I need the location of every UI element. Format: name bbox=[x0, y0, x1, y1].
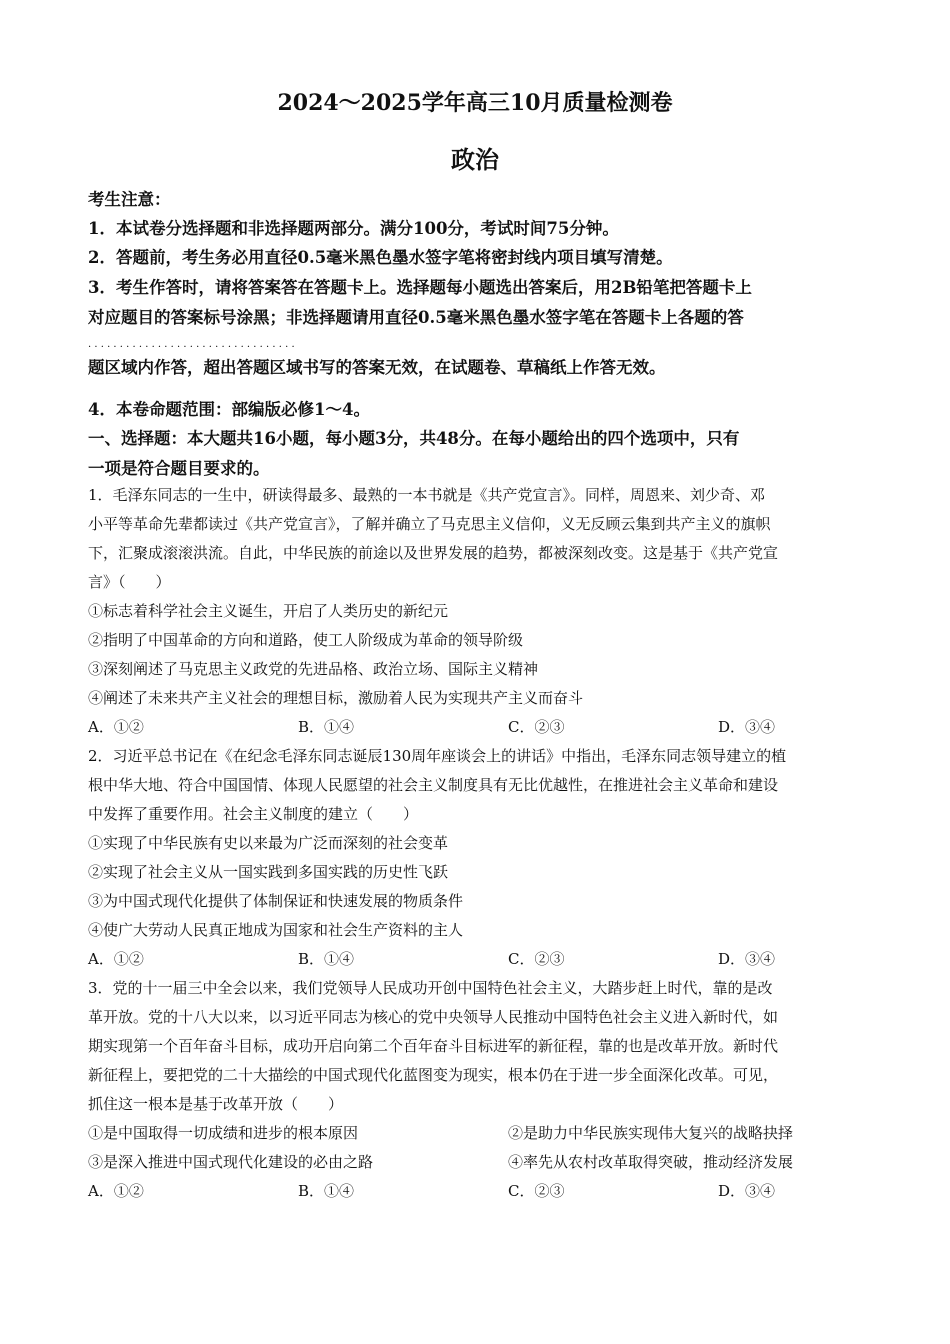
statement: ③为中国式现代化提供了体制保证和快速发展的物质条件 bbox=[88, 892, 464, 910]
statement: ③是深入推进中国式现代化建设的必由之路 bbox=[88, 1153, 374, 1171]
option-a: A．①② bbox=[88, 718, 144, 736]
option-b: B．①④ bbox=[298, 718, 355, 736]
statement: ②指明了中国革命的方向和道路，使工人阶级成为革命的领导阶级 bbox=[88, 631, 524, 649]
question-stem: 3．党的十一届三中全会以来，我们党领导人民成功开创中国特色社会主义，大踏步赶上时代，靠的是改 bbox=[88, 979, 773, 997]
statement: ②实现了社会主义从一国实践到多国实践的历史性飞跃 bbox=[88, 863, 449, 881]
option-a: A．①② bbox=[88, 1182, 144, 1200]
question-stem: 期实现第一个百年奋斗目标，成功开启向第二个百年奋斗目标进军的新征程，靠的也是改革开放。新时代 bbox=[88, 1037, 779, 1055]
statement: ①标志着科学社会主义诞生，开启了人类历史的新纪元 bbox=[88, 602, 449, 620]
option-d: D．③④ bbox=[718, 950, 776, 968]
question-stem: 中发挥了重要作用。社会主义制度的建立（ ） bbox=[88, 805, 419, 823]
option-d: D．③④ bbox=[718, 1182, 776, 1200]
statement: ③深刻阐述了马克思主义政党的先进品格、政治立场、国际主义精神 bbox=[88, 660, 539, 678]
notice-item: 题区域内作答，超出答题区域书写的答案无效，在试题卷、草稿纸上作答无效。 bbox=[88, 358, 666, 377]
question-stem: 革开放。党的十八大以来，以习近平同志为核心的党中央领导人民推动中国特色社会主义进入新时代，如 bbox=[88, 1008, 779, 1026]
statement: ①是中国取得一切成绩和进步的根本原因 bbox=[88, 1124, 359, 1142]
subject-title: 政治 bbox=[451, 145, 499, 174]
option-c: C．②③ bbox=[508, 1182, 565, 1200]
statement: ④阐述了未来共产主义社会的理想目标，激励着人民为实现共产主义而奋斗 bbox=[88, 689, 584, 707]
question-stem: 抓住这一根本是基于改革开放（ ） bbox=[88, 1095, 344, 1113]
option-b: B．①④ bbox=[298, 1182, 355, 1200]
question-stem: 新征程上，要把党的二十大描绘的中国式现代化蓝图变为现实，根本仍在于进一步全面深化改革。可见， bbox=[88, 1066, 779, 1084]
notice-heading: 考生注意： bbox=[88, 190, 171, 209]
option-b: B．①④ bbox=[298, 950, 355, 968]
notice-item: 4．本卷命题范围：部编版必修1～4。 bbox=[88, 400, 370, 419]
question-stem: 下，汇聚成滚滚洪流。自此，中华民族的前途以及世界发展的趋势，都被深刻改变。这是基于《共产党宣 bbox=[88, 544, 779, 562]
statement: ④率先从农村改革取得突破，推动经济发展 bbox=[508, 1153, 794, 1171]
statement: ④使广大劳动人民真正地成为国家和社会生产资料的主人 bbox=[88, 921, 464, 939]
question-stem: 1．毛泽东同志的一生中，研读得最多、最熟的一本书就是《共产党宣言》。同样，周恩来、刘少奇、邓 bbox=[88, 486, 766, 504]
exam-title: 2024～2025学年高三10月质量检测卷 bbox=[277, 90, 673, 116]
section-header: 一项是符合题目要求的。 bbox=[88, 459, 270, 478]
statement: ②是助力中华民族实现伟大复兴的战略抉择 bbox=[508, 1124, 794, 1142]
question-stem: 小平等革命先辈都读过《共产党宣言》，了解并确立了马克思主义信仰，义无反顾云集到共产主义的旗帜 bbox=[88, 515, 771, 533]
notice-item: 2．答题前，考生务必用直径0.5毫米黑色墨水签字笔将密封线内项目填写清楚。 bbox=[88, 248, 673, 267]
question-stem: 2．习近平总书记在《在纪念毛泽东同志诞辰130周年座谈会上的讲话》中指出，毛泽东同志领导建立的植 bbox=[88, 747, 787, 765]
question-stem: 言》（ ） bbox=[88, 573, 171, 591]
notice-item: 3．考生作答时，请将答案答在答题卡上。选择题每小题选出答案后，用2B铅笔把答题卡上 bbox=[88, 278, 752, 297]
question-stem: 根中华大地、符合中国国情、体现人民愿望的社会主义制度具有无比优越性，在推进社会主义革命和建设 bbox=[88, 776, 779, 794]
option-d: D．③④ bbox=[718, 718, 776, 736]
notice-item: 对应题目的答案标号涂黑；非选择题请用直径0.5毫米黑色墨水签字笔在答题卡上各题的答 bbox=[88, 308, 744, 327]
section-header: 一、选择题：本大题共16小题，每小题3分，共48分。在每小题给出的四个选项中，只有 bbox=[88, 429, 740, 448]
option-a: A．①② bbox=[88, 950, 144, 968]
notice-item: 1．本试卷分选择题和非选择题两部分。满分100分，考试时间75分钟。 bbox=[88, 219, 619, 238]
statement: ①实现了中华民族有史以来最为广泛而深刻的社会变革 bbox=[88, 834, 449, 852]
option-c: C．②③ bbox=[508, 950, 565, 968]
option-c: C．②③ bbox=[508, 718, 565, 736]
emphasis-dots: · · · · · · · · · · · · · · · · · · · · · · · · · · · · · · · · · bbox=[88, 342, 295, 353]
